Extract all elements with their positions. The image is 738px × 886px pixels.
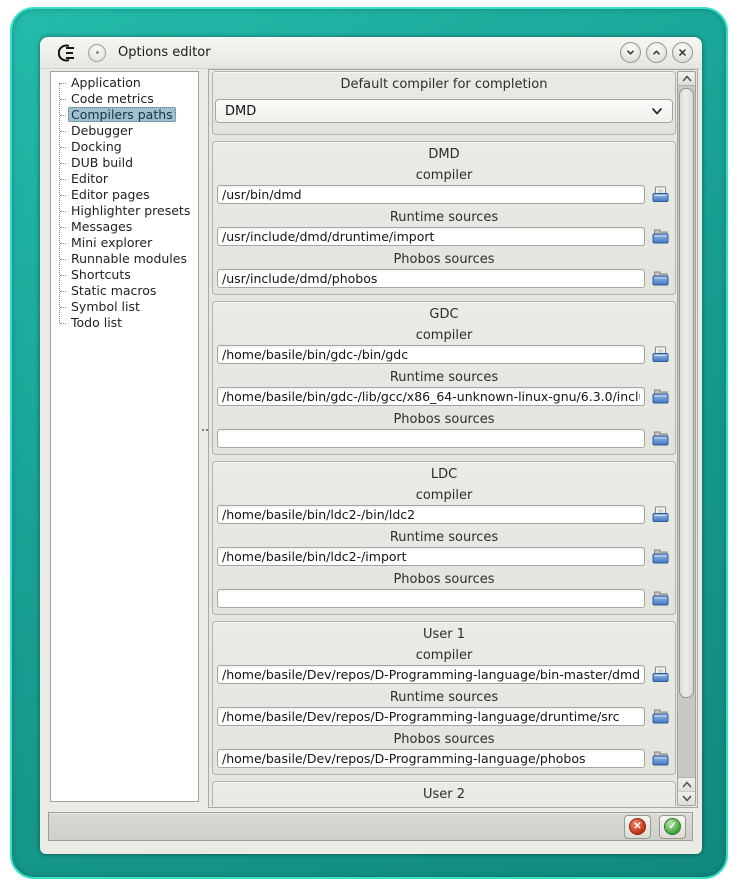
browse-file-button[interactable]: [649, 506, 671, 524]
field-label: Runtime sources: [389, 690, 499, 705]
sidebar-item-label: Editor: [71, 171, 108, 186]
group-title: User 2: [422, 787, 466, 802]
browse-folder-button[interactable]: [649, 590, 671, 608]
open-folder-icon: [651, 430, 670, 447]
sidebar-item-docking[interactable]: [51, 139, 198, 155]
path-row: [213, 345, 675, 364]
window-menu-button[interactable]: [88, 44, 106, 62]
browse-file-button[interactable]: [649, 186, 671, 204]
window-title: Options editor: [118, 45, 211, 60]
sidebar-item-debugger[interactable]: [51, 123, 198, 139]
chevron-down-icon: [651, 106, 663, 116]
chevron-down-icon: [624, 46, 637, 59]
sidebar-item-editor[interactable]: [51, 171, 198, 187]
open-folder-icon: [651, 228, 670, 245]
browse-file-button[interactable]: [649, 346, 671, 364]
group-title: LDC: [430, 467, 458, 482]
sidebar-item-label: Highlighter presets: [71, 203, 191, 218]
default-compiler-group: [212, 71, 676, 135]
sidebar-item-label: Todo list: [71, 315, 123, 330]
browse-folder-button[interactable]: [649, 388, 671, 406]
accept-button[interactable]: [659, 815, 686, 839]
open-folder-icon: [651, 270, 670, 287]
options-editor-window: [40, 37, 702, 854]
sidebar-item-label: Editor pages: [71, 187, 150, 202]
settings-scroll-area: [208, 69, 698, 808]
browse-folder-button[interactable]: [649, 548, 671, 566]
sidebar-item-shortcuts[interactable]: [51, 267, 198, 283]
path-row: [213, 505, 675, 524]
sidebar-item-compilers-paths[interactable]: [51, 107, 198, 123]
path-input[interactable]: [217, 665, 645, 684]
sidebar-item-todo-list[interactable]: [51, 315, 198, 331]
sidebar-item-messages[interactable]: [51, 219, 198, 235]
path-input[interactable]: [217, 707, 645, 726]
category-tree: [51, 72, 198, 331]
path-row: [213, 387, 675, 406]
path-row: [213, 269, 675, 288]
sidebar-item-label: Runnable modules: [71, 251, 187, 266]
path-row: [213, 429, 675, 448]
close-button[interactable]: [672, 42, 693, 63]
sidebar-item-label: Debugger: [71, 123, 133, 138]
field-label: Runtime sources: [389, 370, 499, 385]
window-frame: [10, 7, 728, 879]
sidebar-item-dub-build[interactable]: [51, 155, 198, 171]
path-input[interactable]: [217, 589, 645, 608]
scroll-up-button-bottom[interactable]: [678, 777, 695, 791]
sidebar-item-label: Compilers paths: [68, 107, 176, 122]
path-input[interactable]: [217, 749, 645, 768]
sidebar-item-runnable-modules[interactable]: [51, 251, 198, 267]
scroll-down-button[interactable]: [678, 791, 695, 805]
dot-icon: [96, 51, 99, 54]
sidebar-item-label: Code metrics: [71, 91, 154, 106]
scroll-up-button[interactable]: [678, 72, 695, 86]
splitter-handle[interactable]: [202, 429, 204, 431]
cancel-icon: ✕: [629, 818, 646, 835]
field-label: compiler: [415, 648, 473, 663]
sidebar-item-editor-pages[interactable]: [51, 187, 198, 203]
path-input[interactable]: [217, 269, 645, 288]
field-label: Runtime sources: [389, 530, 499, 545]
settings-content: [210, 70, 676, 806]
path-row: [213, 227, 675, 246]
open-file-icon: [651, 186, 670, 203]
open-folder-icon: [651, 750, 670, 767]
path-input[interactable]: [217, 387, 645, 406]
sidebar-item-label: Symbol list: [71, 299, 140, 314]
group-title: Default compiler for completion: [340, 77, 548, 92]
group-title: User 1: [422, 627, 466, 642]
field-label: Phobos sources: [393, 252, 495, 267]
coedit-logo-icon: [58, 44, 78, 62]
field-label: Phobos sources: [393, 572, 495, 587]
compiler-group: [212, 141, 676, 295]
open-file-icon: [651, 506, 670, 523]
sidebar-item-label: Static macros: [71, 283, 157, 298]
path-row: [213, 547, 675, 566]
sidebar-item-label: Messages: [71, 219, 133, 234]
path-input[interactable]: [217, 185, 645, 204]
cancel-button[interactable]: [624, 815, 651, 839]
sidebar-item-label: Shortcuts: [71, 267, 131, 282]
sidebar-item-label: Application: [71, 75, 141, 90]
dialog-button-bar: [48, 812, 693, 841]
close-icon: [676, 46, 689, 59]
combo-value: DMD: [225, 103, 257, 119]
compiler-group: [212, 461, 676, 615]
field-label: Runtime sources: [389, 210, 499, 225]
path-input[interactable]: [217, 505, 645, 524]
sidebar-item-application[interactable]: [51, 75, 198, 91]
sidebar-item-label: DUB build: [71, 155, 134, 170]
chevron-up-icon: [682, 781, 692, 788]
browse-folder-button[interactable]: [649, 228, 671, 246]
field-label: Phobos sources: [393, 732, 495, 747]
vertical-scrollbar[interactable]: [677, 71, 696, 806]
open-file-icon: [651, 346, 670, 363]
sidebar-item-label: Docking: [71, 139, 122, 154]
sidebar-item-highlighter-presets[interactable]: [51, 203, 198, 219]
path-row: [213, 749, 675, 768]
path-row: [213, 665, 675, 684]
sidebar-item-code-metrics[interactable]: [51, 91, 198, 107]
compiler-group: [212, 301, 676, 455]
browse-file-button[interactable]: [649, 666, 671, 684]
open-folder-icon: [651, 590, 670, 607]
accept-icon: ✓: [664, 818, 681, 835]
titlebar[interactable]: [40, 37, 702, 69]
field-label: compiler: [415, 488, 473, 503]
sidebar-item-label: Mini explorer: [71, 235, 153, 250]
chevron-up-icon: [650, 46, 663, 59]
field-label: compiler: [415, 328, 473, 343]
field-label: Phobos sources: [393, 412, 495, 427]
path-input[interactable]: [217, 547, 645, 566]
browse-folder-button[interactable]: [649, 750, 671, 768]
open-folder-icon: [651, 708, 670, 725]
maximize-button[interactable]: [646, 42, 667, 63]
scrollbar-thumb[interactable]: [679, 88, 694, 698]
default-compiler-select[interactable]: [215, 99, 673, 123]
open-folder-icon: [651, 548, 670, 565]
group-title: GDC: [429, 307, 459, 322]
browse-folder-button[interactable]: [649, 270, 671, 288]
chevron-up-icon: [682, 75, 692, 82]
chevron-down-icon: [682, 795, 692, 802]
path-input[interactable]: [217, 429, 645, 448]
browse-folder-button[interactable]: [649, 708, 671, 726]
browse-folder-button[interactable]: [649, 430, 671, 448]
compiler-group: [212, 781, 676, 806]
path-row: [213, 185, 675, 204]
open-file-icon: [651, 666, 670, 683]
sidebar-item-mini-explorer[interactable]: [51, 235, 198, 251]
path-row: [213, 707, 675, 726]
path-row: [213, 589, 675, 608]
group-title: DMD: [428, 147, 460, 162]
sidebar-item-static-macros[interactable]: [51, 283, 198, 299]
field-label: compiler: [415, 168, 473, 183]
minimize-button[interactable]: [620, 42, 641, 63]
compiler-group: [212, 621, 676, 775]
path-input[interactable]: [217, 345, 645, 364]
sidebar-item-symbol-list[interactable]: [51, 299, 198, 315]
categories-panel: [50, 71, 199, 802]
path-input[interactable]: [217, 227, 645, 246]
open-folder-icon: [651, 388, 670, 405]
